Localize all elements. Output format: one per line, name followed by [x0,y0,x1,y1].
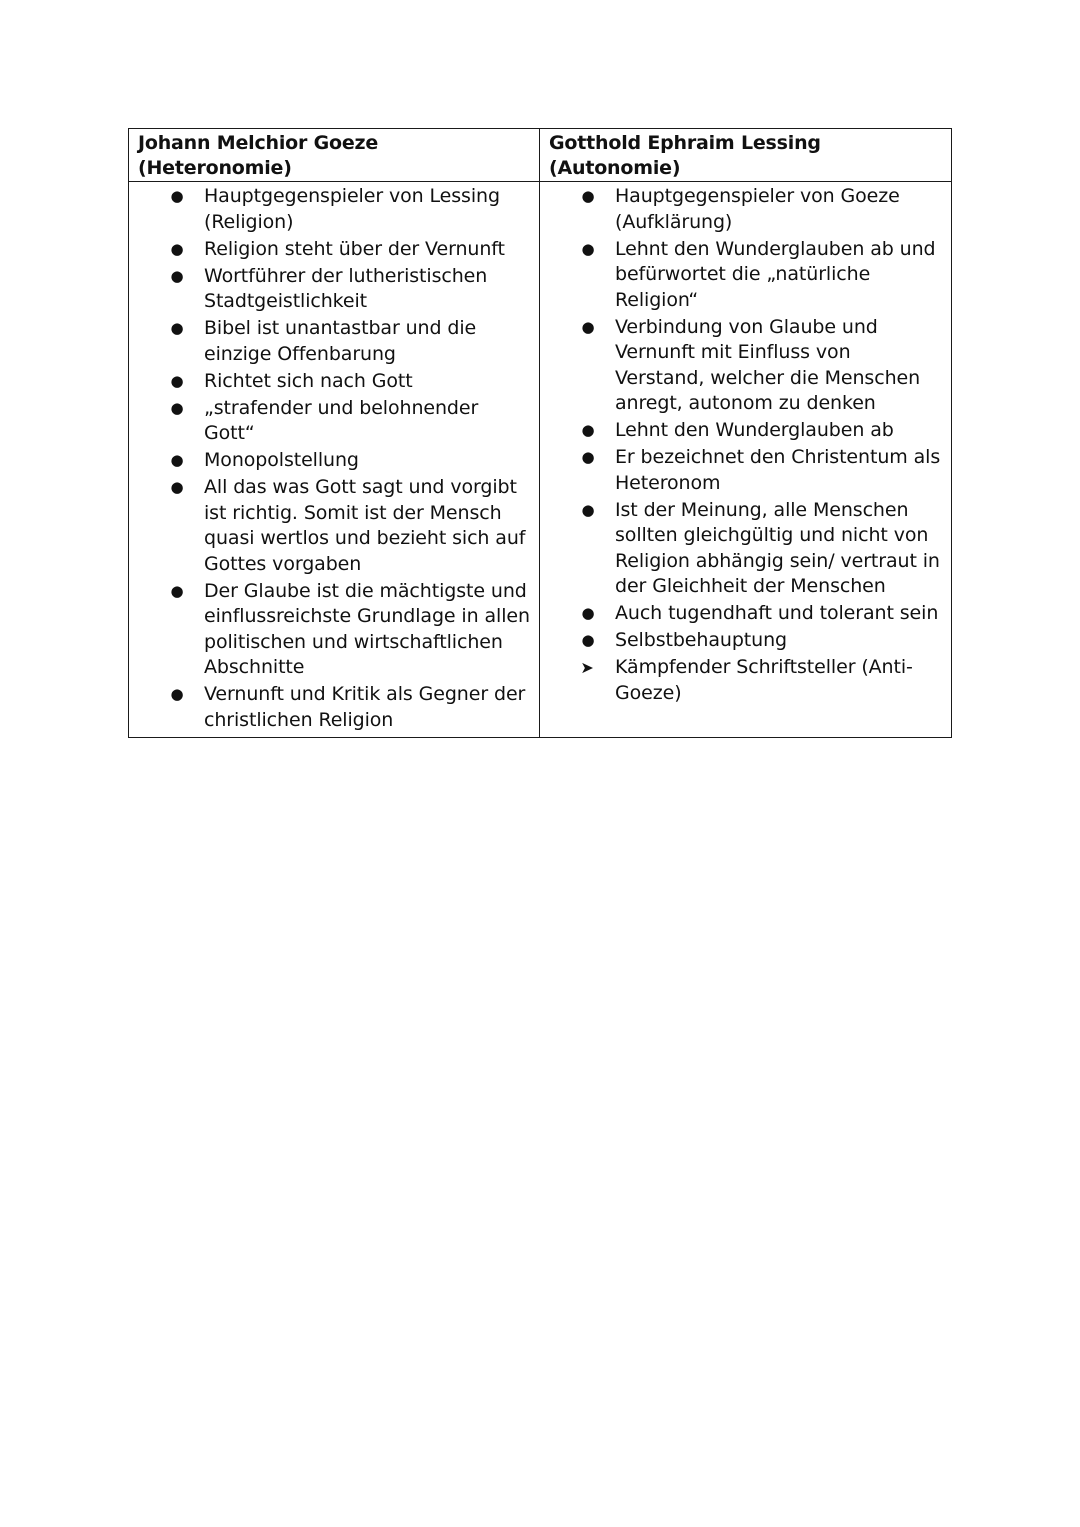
list-item [540,418,945,444]
list-item [129,396,533,447]
list-item [540,498,945,600]
list-item [129,682,533,733]
content-cell-lessing [540,182,952,738]
list-item-text: Monopolstellung [204,449,359,471]
list-item-text: Religion steht über der Vernunft [204,237,505,260]
list-item-text: Lehnt den Wunderglauben ab [615,419,894,441]
list-item [129,369,533,395]
bullet-icon: ● [170,239,184,258]
list-item [129,184,533,235]
header-row [129,129,952,182]
list-item-text: „strafender und belohnender Gott“ [204,396,479,444]
list-item [540,445,945,496]
list-item [540,628,945,654]
list-item [540,655,945,706]
list-item-text: Hauptgegenspieler von Goeze (Aufklärung) [615,185,900,233]
list-item-text: Hauptgegenspieler von Lessing (Religion) [204,185,500,233]
bullet-icon: ● [170,398,184,417]
header-cell-lessing [540,129,952,182]
bullet-icon: ● [581,421,595,439]
lessing-list [540,182,951,710]
bullet-icon: ● [581,631,595,649]
list-item [129,264,533,315]
list-item-text: Ist der Meinung, alle Menschen sollten gleichgültig und nicht von Religion abhängig sein/ vertraut in der Gleichheit der Menschen [615,498,940,597]
list-item [540,237,945,314]
document-page [128,128,951,738]
bullet-icon: ● [170,187,184,205]
list-item-text: Bibel ist unantastbar und die einzige Offenbarung [204,317,477,365]
list-item-text: Er bezeichnet den Christentum als Heteronom [615,446,941,494]
goeze-list [129,182,539,737]
list-item-text: Auch tugendhaft und tolerant sein [615,602,939,624]
bullet-icon: ● [170,581,184,600]
bullet-icon: ● [581,239,595,258]
list-item [540,315,945,417]
list-item-text: Vernunft und Kritik als Gegner der christlichen Religion [204,683,526,731]
list-item [540,601,945,627]
bullet-icon: ● [170,451,184,469]
bullet-icon: ● [581,500,595,519]
list-item-text: Wortführer der lutheristischen Stadtgeistlichkeit [204,264,488,312]
list-item-text: Verbindung von Glaube und Vernunft mit Einfluss von Verstand, welcher die Menschen anregt, autonom zu denken [615,315,921,414]
list-item [129,579,533,681]
header-subtitle-goeze: (Heteronomie) [138,157,292,179]
bullet-icon: ● [170,371,184,390]
content-row [129,182,952,738]
content-cell-goeze [129,182,540,738]
list-item [129,237,533,263]
header-cell-goeze [129,129,540,182]
bullet-icon: ● [170,266,184,285]
list-item [540,184,945,235]
comparison-table [128,128,952,738]
bullet-icon: ● [581,604,595,622]
bullet-icon: ● [170,478,184,496]
bullet-icon: ● [170,685,184,703]
header-subtitle-lessing: (Autonomie) [549,157,681,179]
list-item [129,475,533,577]
list-item-text: Der Glaube ist die mächtigste und einflussreichste Grundlage in allen politischen und wirtschaftlichen Abschnitte [204,579,530,678]
bullet-icon: ● [581,317,595,336]
header-name-goeze: Johann Melchior Goeze [138,132,379,154]
list-item-text: Richtet sich nach Gott [204,369,413,392]
bullet-icon: ● [581,448,595,466]
bullet-icon: ● [581,187,595,205]
list-item [129,448,533,474]
list-item [129,316,533,367]
list-item-text: Selbstbehauptung [615,629,787,651]
list-item-text: All das was Gott sagt und vorgibt ist richtig. Somit ist der Mensch quasi wertlos und bezieht sich auf Gottes vorgaben [204,476,526,575]
bullet-icon: ● [170,319,184,337]
header-name-lessing: Gotthold Ephraim Lessing [549,132,821,154]
list-item-text: Kämpfender Schriftsteller (Anti-Goeze) [615,656,913,704]
arrow-bullet-icon: ➤ [580,658,594,677]
list-item-text: Lehnt den Wunderglauben ab und befürwortet die „natürliche Religion“ [615,237,936,311]
